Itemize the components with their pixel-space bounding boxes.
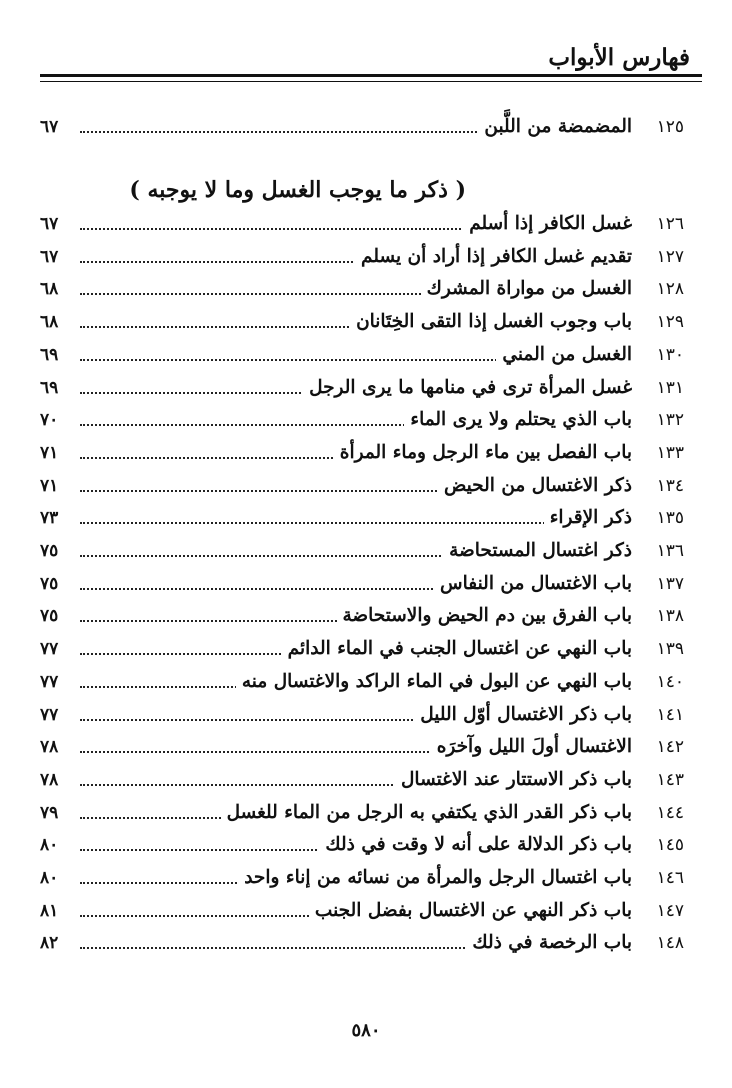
page-number: ٥٨٠ bbox=[351, 1020, 381, 1041]
entry-number: ١٣٤ bbox=[656, 476, 684, 496]
entry-page: ٦٩ bbox=[40, 373, 74, 403]
toc-entry bbox=[40, 438, 684, 468]
entry-page: ٧٧ bbox=[40, 634, 74, 664]
toc-entry bbox=[40, 601, 684, 631]
entry-number: ١٢٨ bbox=[656, 279, 684, 299]
header-rule-thin bbox=[40, 81, 702, 82]
entry-title: ذكر الإقراء bbox=[544, 503, 632, 533]
entry-number: ١٣٦ bbox=[656, 541, 684, 561]
entry-number: ١٢٥ bbox=[656, 117, 684, 137]
entry-page: ٦٧ bbox=[40, 112, 74, 142]
entry-number: ١٣٥ bbox=[656, 508, 684, 528]
entry-title: غسل الكافر إذا أسلم bbox=[463, 209, 632, 239]
entry-page: ٧٩ bbox=[40, 798, 74, 828]
toc-entry bbox=[40, 112, 684, 142]
entry-page: ٧٣ bbox=[40, 503, 74, 533]
toc-entry bbox=[40, 242, 684, 272]
entry-number: ١٤٦ bbox=[656, 868, 684, 888]
toc-entry bbox=[40, 274, 684, 304]
entry-page: ٦٩ bbox=[40, 340, 74, 370]
running-header: فهارس الأبواب bbox=[548, 44, 690, 71]
entry-page: ٧١ bbox=[40, 471, 74, 501]
entry-title: باب الاغتسال من النفاس bbox=[434, 569, 632, 599]
toc-entry bbox=[40, 536, 684, 566]
entry-number: ١٣٣ bbox=[656, 443, 684, 463]
entry-page: ٦٨ bbox=[40, 274, 74, 304]
entry-title: الاغتسال أولَ الليل وآخرَه bbox=[431, 732, 632, 762]
entry-number: ١٢٦ bbox=[656, 214, 684, 234]
entry-title: تقديم غسل الكافر إذا أراد أن يسلم bbox=[355, 242, 632, 272]
entry-number: ١٤٧ bbox=[656, 901, 684, 921]
entry-title: باب وجوب الغسل إذا التقى الخِتَانان bbox=[350, 307, 632, 337]
entry-title: باب النهي عن البول في الماء الراكد والاغتسال منه bbox=[236, 667, 632, 697]
entry-number: ١٢٩ bbox=[656, 312, 684, 332]
entry-title: ذكر الاغتسال من الحيض bbox=[438, 471, 632, 501]
entry-number: ١٤١ bbox=[656, 705, 684, 725]
toc-entry bbox=[40, 700, 684, 730]
toc-entry bbox=[40, 634, 684, 664]
entry-title: باب ذكر القدر الذي يكتفي به الرجل من الماء للغسل bbox=[221, 798, 632, 828]
entry-number: ١٤٨ bbox=[656, 933, 684, 953]
entry-page: ٧٧ bbox=[40, 667, 74, 697]
entry-page: ٨٠ bbox=[40, 830, 74, 860]
entry-title: باب ذكر النهي عن الاغتسال بفضل الجنب bbox=[309, 896, 632, 926]
entry-page: ٨٢ bbox=[40, 928, 74, 958]
entry-number: ١٣١ bbox=[656, 378, 684, 398]
toc-entry bbox=[40, 863, 684, 893]
entry-page: ٨٠ bbox=[40, 863, 74, 893]
entry-number: ١٤٤ bbox=[656, 803, 684, 823]
entry-number: ١٣٧ bbox=[656, 574, 684, 594]
entry-title: ذكر اغتسال المستحاضة bbox=[443, 536, 632, 566]
toc-entry bbox=[40, 340, 684, 370]
entry-title: باب الرخصة في ذلك bbox=[466, 928, 632, 958]
toc-entry bbox=[40, 569, 684, 599]
toc-entry bbox=[40, 732, 684, 762]
entry-number: ١٣٩ bbox=[656, 639, 684, 659]
toc-entry bbox=[40, 896, 684, 926]
entry-page: ٦٨ bbox=[40, 307, 74, 337]
entry-page: ٧١ bbox=[40, 438, 74, 468]
entry-page: ٧٠ bbox=[40, 405, 74, 435]
entry-title: باب اغتسال الرجل والمرأة من نسائه من إناء واحد bbox=[238, 863, 632, 893]
entry-number: ١٣٨ bbox=[656, 606, 684, 626]
entry-number: ١٣٠ bbox=[656, 345, 684, 365]
entry-page: ٧٥ bbox=[40, 569, 74, 599]
entry-page: ٧٨ bbox=[40, 765, 74, 795]
toc-entry bbox=[40, 765, 684, 795]
toc-entry bbox=[40, 471, 684, 501]
toc-entry bbox=[40, 798, 684, 828]
entry-page: ٧٥ bbox=[40, 601, 74, 631]
toc-entry bbox=[40, 830, 684, 860]
entry-title: باب ذكر الاغتسال أوّل الليل bbox=[414, 700, 632, 730]
entry-number: ١٤٥ bbox=[656, 835, 684, 855]
entry-number: ١٤٢ bbox=[656, 737, 684, 757]
entry-number: ١٣٢ bbox=[656, 410, 684, 430]
entry-title: الغسل من مواراة المشرك bbox=[421, 274, 632, 304]
entry-page: ٧٥ bbox=[40, 536, 74, 566]
toc-entry bbox=[40, 307, 684, 337]
toc-entry bbox=[40, 503, 684, 533]
toc-entry bbox=[40, 667, 684, 697]
entry-number: ١٤٠ bbox=[656, 672, 684, 692]
toc-entry bbox=[40, 405, 684, 435]
entry-page: ٦٧ bbox=[40, 242, 74, 272]
entry-title: باب الذي يحتلم ولا يرى الماء bbox=[404, 405, 632, 435]
toc-entry bbox=[40, 373, 684, 403]
entry-page: ٦٧ bbox=[40, 209, 74, 239]
entry-title: باب النهي عن اغتسال الجنب في الماء الدائم bbox=[282, 634, 632, 664]
entry-page: ٧٧ bbox=[40, 700, 74, 730]
entry-title: باب الفرق بين دم الحيض والاستحاضة bbox=[337, 601, 633, 631]
entry-title: باب ذكر الدلالة على أنه لا وقت في ذلك bbox=[319, 830, 632, 860]
header-rule-thick bbox=[40, 74, 702, 77]
entry-title: باب ذكر الاستتار عند الاغتسال bbox=[395, 765, 632, 795]
entry-number: ١٢٧ bbox=[656, 247, 684, 267]
toc-entry bbox=[40, 209, 684, 239]
entry-title: غسل المرأة ترى في منامها ما يرى الرجل bbox=[303, 373, 632, 403]
entry-title: المضمضة من اللَّبن bbox=[478, 112, 632, 142]
section-heading: ( ذكر ما يوجب الغسل وما لا يوجبه ) bbox=[129, 177, 466, 203]
entry-title: الغسل من المني bbox=[496, 340, 632, 370]
entry-number: ١٤٣ bbox=[656, 770, 684, 790]
entry-page: ٨١ bbox=[40, 896, 74, 926]
entry-page: ٧٨ bbox=[40, 732, 74, 762]
toc-entry bbox=[40, 928, 684, 958]
entry-title: باب الفصل بين ماء الرجل وماء المرأة bbox=[334, 438, 632, 468]
